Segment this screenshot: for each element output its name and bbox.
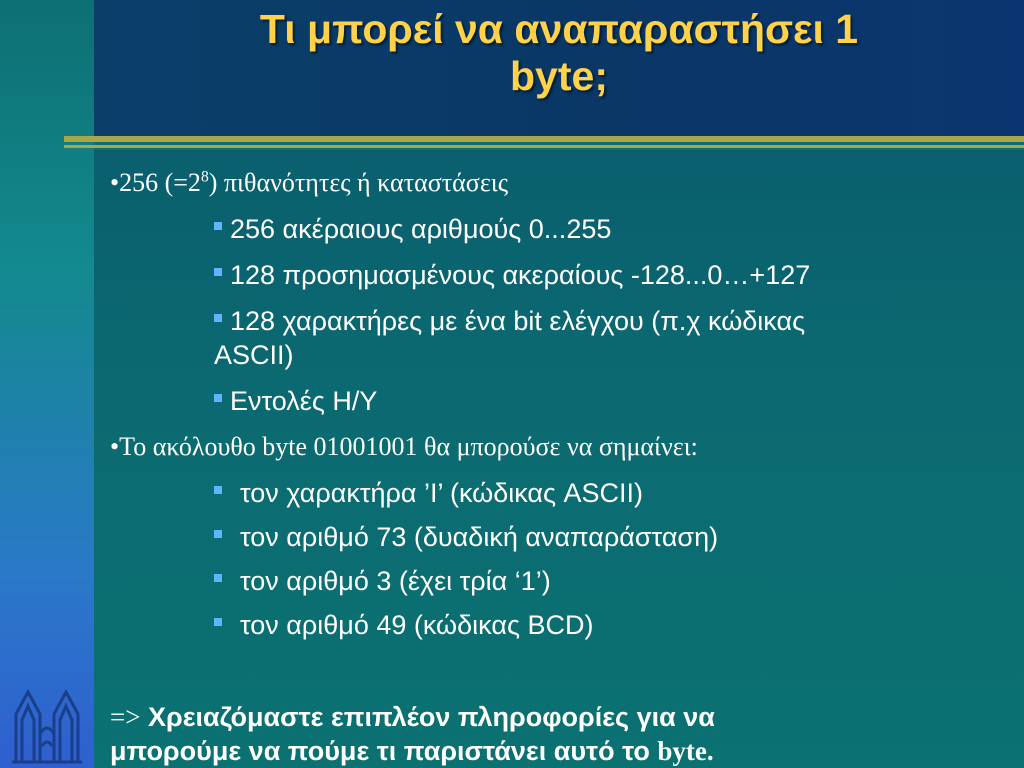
square-bullet-icon: [214, 574, 222, 582]
meaning-item-binary: [214, 522, 718, 553]
slide-title-line2: byte;: [510, 53, 608, 99]
slide-title-line1: Τι μπορεί να αναπαραστήσει 1: [259, 6, 859, 52]
meaning-item-text: τον αριθμό 73 (δυαδική αναπαράσταση): [240, 522, 719, 552]
bullet-possibilities-suffix: ) πιθανότητες ή καταστάσεις: [208, 168, 509, 197]
meaning-item-ascii: [214, 478, 643, 509]
square-bullet-icon: [214, 618, 222, 626]
sub-item-text: Εντολές Η/Υ: [230, 386, 378, 416]
square-bullet-icon: [214, 268, 222, 276]
conclusion-line1: [110, 702, 715, 733]
sub-item-text: 128 χαρακτήρες με ένα bit ελέγχου (π.χ κώδικας: [230, 306, 806, 336]
left-sidebar-band: [0, 0, 94, 768]
bullet-byte-meaning: •Το ακόλουθο byte 01001001 θα μπορούσε να σημαίνει:: [110, 432, 698, 461]
meaning-item-bcd: [214, 610, 593, 641]
bullet-possibilities-exponent: 8: [200, 168, 209, 186]
square-bullet-icon: [214, 486, 222, 494]
sub-item-text: 128 προσημασμένους ακεραίους -128...0…+127: [230, 260, 811, 290]
square-bullet-icon: [214, 394, 222, 402]
slide-title: [94, 6, 1024, 100]
university-tree-logo-icon: [8, 684, 86, 764]
conclusion-text-2: μπορούμε να πούμε τι παριστάνει αυτό το: [110, 736, 650, 766]
meaning-item-ones: [214, 566, 551, 597]
divider-stripe-thin: [64, 145, 1024, 148]
conclusion-line2: [110, 736, 714, 767]
divider-stripe: [64, 136, 1024, 142]
meaning-item-text: τον αριθμό 3 (έχει τρία ‘1’): [240, 566, 551, 596]
arrow-symbol: =>: [110, 702, 141, 732]
meaning-item-text: τον χαρακτήρα ’I’ (κώδικας ASCII): [240, 478, 644, 508]
sub-item-text: 256 ακέραιους αριθμούς 0...255: [230, 214, 612, 244]
sub-item-chars-cont: ASCII): [214, 340, 294, 370]
sub-item-chars: [214, 306, 805, 337]
square-bullet-icon: [214, 530, 222, 538]
sub-item-integers: [214, 214, 611, 245]
meaning-item-text: τον αριθμό 49 (κώδικας BCD): [240, 610, 594, 640]
square-bullet-icon: [214, 314, 222, 322]
bullet-possibilities: [110, 168, 508, 198]
bullet-possibilities-prefix: •256 (=2: [110, 168, 201, 197]
conclusion-end: byte.: [657, 736, 714, 766]
conclusion-text-1: Χρειαζόμαστε επιπλέον πληροφορίες για να: [147, 702, 715, 732]
sub-item-signed: [214, 260, 810, 291]
square-bullet-icon: [214, 222, 222, 230]
sub-item-instructions: [214, 386, 377, 417]
